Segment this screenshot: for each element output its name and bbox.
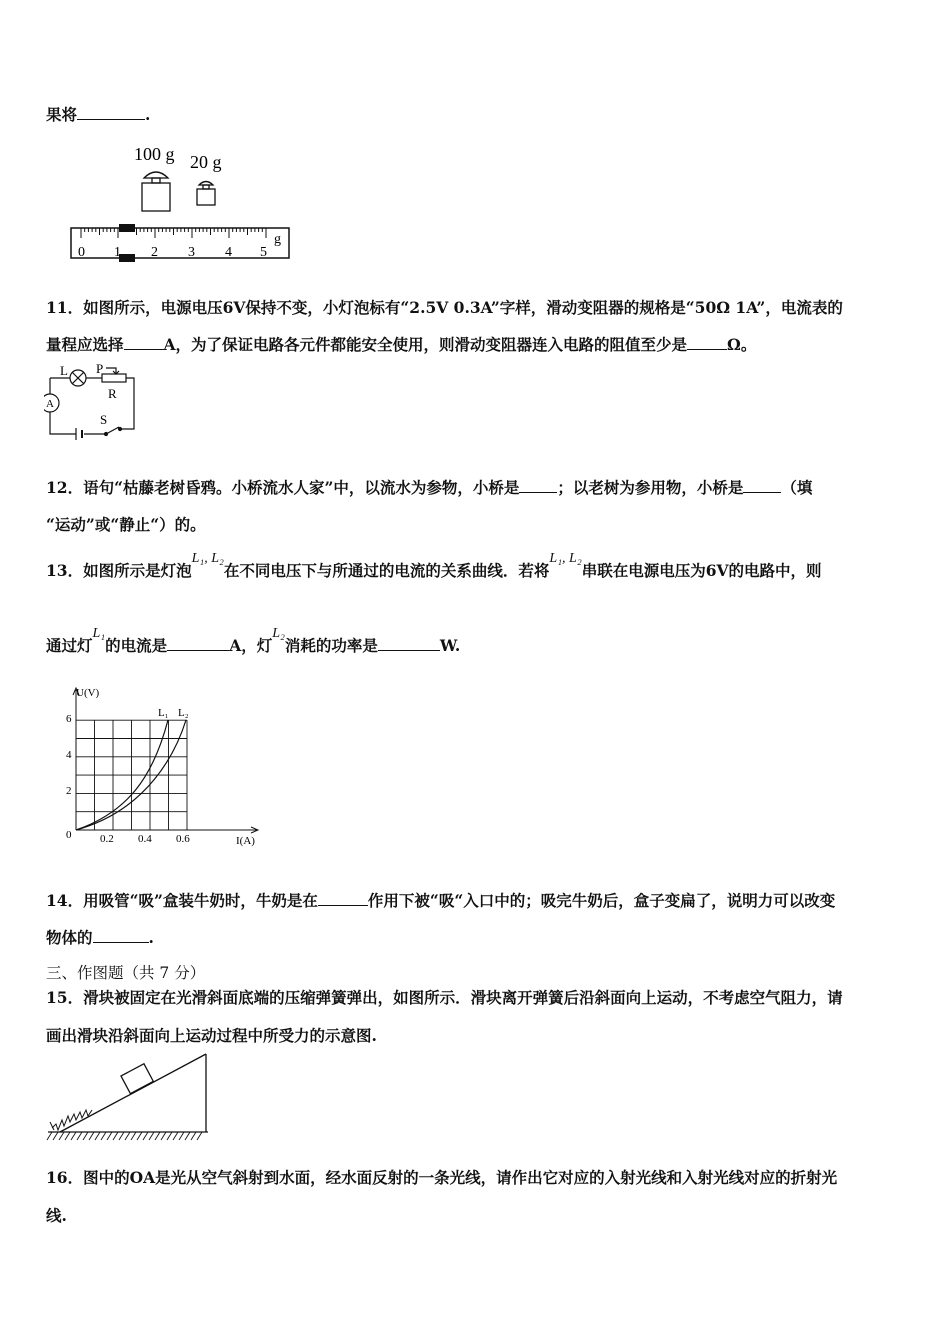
ground-hatch-line	[95, 1132, 100, 1140]
ruler-tick-2: 2	[151, 245, 158, 260]
ground-hatch-line	[155, 1132, 160, 1140]
ground-hatch-line	[161, 1132, 166, 1140]
switch-label: S	[100, 412, 108, 427]
graph-xlabel: I(A)	[236, 835, 255, 847]
q13-text-f: A，灯	[229, 636, 273, 655]
q13-text-b: 在不同电压下与所通过的电流的关系曲线．若将	[223, 561, 550, 580]
q14-text-a: 14．用吸管“吸”盒装牛奶时，牛奶是在	[46, 891, 318, 910]
lamp-label: L	[60, 364, 68, 378]
lamp-icon	[70, 370, 86, 386]
graph-ylabel: U(V)	[76, 687, 100, 699]
q16-line2: 线.	[46, 1206, 67, 1225]
q11-text-c: Ω。	[727, 335, 757, 354]
q13-line2	[46, 626, 461, 656]
ruler-tick-1: 1	[114, 245, 121, 260]
q13-text-e: 的电流是	[105, 636, 168, 655]
ground-hatch-line	[89, 1132, 94, 1140]
weight-100g-icon	[142, 172, 170, 211]
incline-figure	[46, 1052, 216, 1148]
q13-lamps-2: L₁, L₂	[549, 551, 582, 566]
ammeter-icon	[44, 394, 59, 412]
q12-text-a: 12．语句“枯藤老树昏鸦。小桥流水人家”中，以流水为参物，小桥是	[46, 478, 520, 497]
graph-xtick-0.6: 0.6	[176, 833, 190, 845]
ground-hatch-line	[191, 1132, 196, 1140]
graph-ytick-2: 2	[66, 785, 72, 797]
ground-hatch-line	[197, 1132, 202, 1140]
graph-xtick-0.2: 0.2	[100, 833, 114, 845]
q11-text-a: 量程应选择	[46, 335, 124, 354]
ui-graph-figure	[58, 682, 268, 852]
ground-hatch-line	[101, 1132, 106, 1140]
weight-20g-label: 20 g	[190, 152, 222, 172]
ground-hatch-line	[143, 1132, 148, 1140]
ruler-tick-3: 3	[188, 245, 195, 260]
graph-curve1-label: L₁	[158, 707, 169, 719]
spring-icon	[50, 1110, 92, 1130]
ground-hatch-line	[125, 1132, 130, 1140]
ground-hatch-line	[107, 1132, 112, 1140]
q12-text-c: （填	[781, 478, 813, 497]
q10-end: .	[145, 105, 151, 124]
q14-text-c: 物体的	[46, 928, 93, 947]
q13-blank-2[interactable]	[378, 636, 440, 651]
ground-hatch-line	[113, 1132, 118, 1140]
q13-text-c: 串联在电源电压为6V的电路中，则	[581, 561, 822, 580]
graph-ytick-6: 6	[66, 713, 72, 725]
q11-text-b: A，为了保证电路各元件都能安全使用，则滑动变阻器连入电路的阻值至少是	[163, 335, 688, 354]
q14-blank-1[interactable]	[318, 891, 368, 906]
q12-blank-1[interactable]	[519, 478, 557, 493]
weight-20g-icon	[197, 182, 215, 206]
q12-text-b: ；以老树为参用物，小桥是	[557, 478, 744, 497]
q13-text-g: 消耗的功率是	[284, 636, 378, 655]
ground-hatch-line	[59, 1132, 64, 1140]
slider-label: P	[96, 364, 104, 376]
rider-bottom	[119, 254, 135, 262]
q11-blank-1[interactable]	[124, 335, 164, 350]
q15-line1: 15．滑块被固定在光滑斜面底端的压缩弹簧弹出，如图所示．滑块离开弹簧后沿斜面向上运动，不考虑空气阻力，请	[46, 988, 843, 1007]
q15-line2: 画出滑块沿斜面向上运动过程中所受力的示意图.	[46, 1026, 377, 1045]
ground-hatch-line	[47, 1132, 52, 1140]
balance-ruler	[71, 224, 289, 262]
q12-blank-2[interactable]	[743, 478, 781, 493]
weight-100g-label: 100 g	[134, 144, 175, 164]
q13-text-h: W.	[439, 636, 461, 655]
ruler-tick-5: 5	[260, 245, 267, 260]
ground-hatch-line	[173, 1132, 178, 1140]
q14-blank-2[interactable]	[93, 928, 149, 943]
balance-figure	[66, 140, 296, 265]
q13-lamp2: L₂	[272, 626, 285, 641]
q10-tail	[46, 103, 150, 125]
graph-curve2-label: L₂	[178, 707, 189, 719]
ground-hatch-line	[83, 1132, 88, 1140]
ruler-unit: g	[274, 232, 281, 247]
q13-blank-1[interactable]	[167, 636, 229, 651]
q13-lamps-1: L₁, L₂	[191, 551, 224, 566]
circuit-figure	[44, 364, 144, 440]
graph-origin: 0	[66, 829, 72, 841]
q13-lamp1: L₁	[92, 626, 106, 641]
q12-line1	[46, 476, 812, 498]
section-3-heading: 三、作图题（共 7 分）	[46, 964, 206, 982]
ground-hatch-line	[71, 1132, 76, 1140]
q14-text-b: 作用下被“吸“入口中的；吸完牛奶后，盒子变扁了，说明力可以改变	[367, 891, 836, 910]
ground-hatch-line	[65, 1132, 70, 1140]
resistor-label: R	[108, 386, 117, 401]
ground-hatch-line	[119, 1132, 124, 1140]
q10-tail-text: 果将	[46, 105, 78, 124]
ground-hatch-line	[53, 1132, 58, 1140]
q11-line1: 11．如图所示，电源电压6V保持不变，小灯泡标有“2.5V 0.3A”字样，滑动变阻器的规格是“50Ω 1A”，电流表的	[46, 298, 843, 317]
ground-hatch-line	[167, 1132, 172, 1140]
q12-line2: “运动”或“静止“）的。	[46, 515, 206, 534]
rider-top[interactable]	[119, 224, 135, 232]
block-icon	[121, 1064, 153, 1094]
ruler-tick-0: 0	[78, 245, 85, 260]
ground-hatch-line	[77, 1132, 82, 1140]
q16-line1: 16．图中的OA是光从空气斜射到水面，经水面反射的一条光线，请作出它对应的入射光线和入射光线对应的折射光	[46, 1168, 838, 1187]
ground-hatch-line	[149, 1132, 154, 1140]
graph-ytick-4: 4	[66, 749, 72, 761]
ground-hatch-line	[137, 1132, 142, 1140]
q14-text-d: .	[148, 928, 154, 947]
q10-answer-blank[interactable]	[77, 105, 145, 120]
ground-hatch-line	[179, 1132, 184, 1140]
q13-line1	[46, 551, 822, 581]
ground-hatch-line	[185, 1132, 190, 1140]
ground-hatch-line	[131, 1132, 136, 1140]
q11-blank-2[interactable]	[687, 335, 727, 350]
q11-line2	[46, 333, 756, 355]
q13-text-d: 通过灯	[46, 636, 93, 655]
q14-line1	[46, 889, 835, 911]
ammeter-label: A	[46, 398, 54, 410]
q13-text-a: 13．如图所示是灯泡	[46, 561, 192, 580]
graph-xtick-0.4: 0.4	[138, 833, 152, 845]
q14-line2	[46, 926, 154, 948]
ruler-tick-4: 4	[225, 245, 232, 260]
